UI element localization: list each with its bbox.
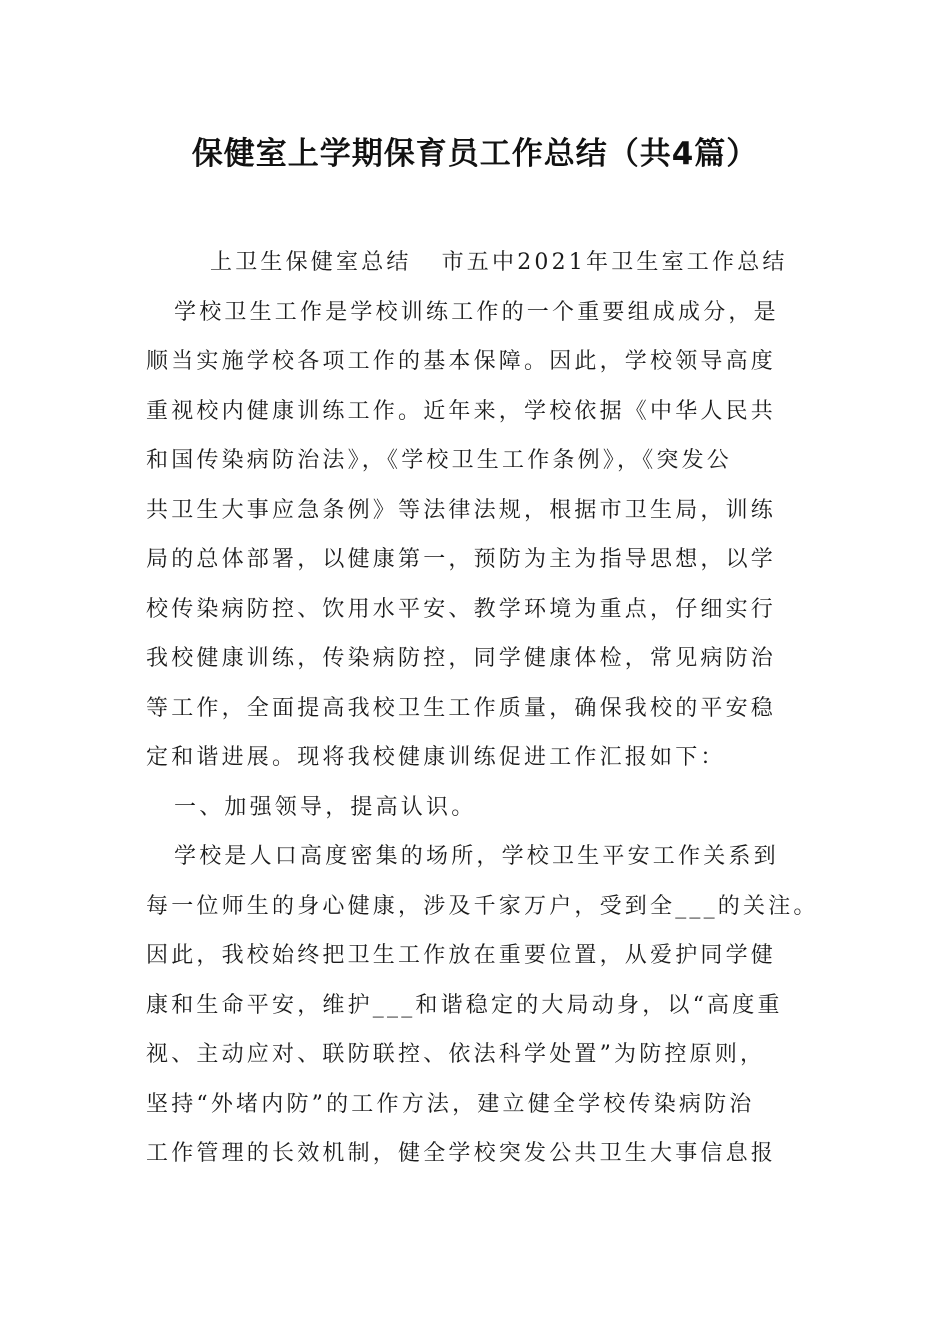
paragraph-line: 共卫生大事应急条例》等法律法规，根据市卫生局，训练 — [146, 497, 777, 523]
document-title: 保健室上学期保育员工作总结（共4篇） — [191, 136, 759, 172]
paragraph-line: 视、主动应对、联防联控、依法科学处置”为防控原则， — [146, 1042, 766, 1067]
paragraph-line: 我校健康训练，传染病防控，同学健康体检，常见病防治 — [146, 646, 777, 671]
paragraph-line: 定和谐进展。现将我校健康训练促进工作汇报如下： — [146, 745, 726, 770]
subtitle-line — [146, 238, 836, 288]
paragraph-line: 坚持“外堵内防”的工作方法，建立健全学校传染病防治 — [146, 1091, 755, 1117]
paragraph-line: 局的总体部署，以健康第一，预防为主为指导思想，以学 — [146, 547, 777, 572]
subtitle-right: 市五中2021年卫生室工作总结 — [441, 250, 788, 275]
paragraph-line: 校传染病防控、饮用水平安、教学环境为重点，仔细实行 — [146, 596, 777, 622]
paragraph-line: 等工作，全面提高我校卫生工作质量，确保我校的平安稳 — [146, 695, 777, 721]
paragraph-line: 学校卫生工作是学校训练工作的一个重要组成成分，是 — [174, 299, 779, 325]
paragraph-line: 和国传染病防治法》，《学校卫生工作条例》，《突发公 — [146, 448, 733, 473]
subtitle-left: 上卫生保健室总结 — [210, 250, 412, 275]
document-body — [146, 238, 836, 1179]
paragraph-line: 因此，我校始终把卫生工作放在重要位置，从爱护同学健 — [146, 943, 777, 968]
paragraph-line: 每一位师生的身心健康，涉及千家万户，受到全___的关注。 — [146, 893, 819, 919]
paragraph-line: 顺当实施学校各项工作的基本保障。因此，学校领导高度 — [146, 349, 777, 374]
paragraph-line: 康和生命平安，维护___和谐稳定的大局动身，以“高度重 — [146, 992, 783, 1018]
paragraph-line: 重视校内健康训练工作。近年来，学校依据《中华人民共 — [146, 398, 777, 424]
section-heading: 一、加强领导，提高认识。 — [174, 794, 477, 820]
paragraph-line: 工作管理的长效机制，健全学校突发公共卫生大事信息报 — [146, 1141, 777, 1166]
paragraph-line: 学校是人口高度密集的场所，学校卫生平安工作关系到 — [174, 844, 779, 869]
